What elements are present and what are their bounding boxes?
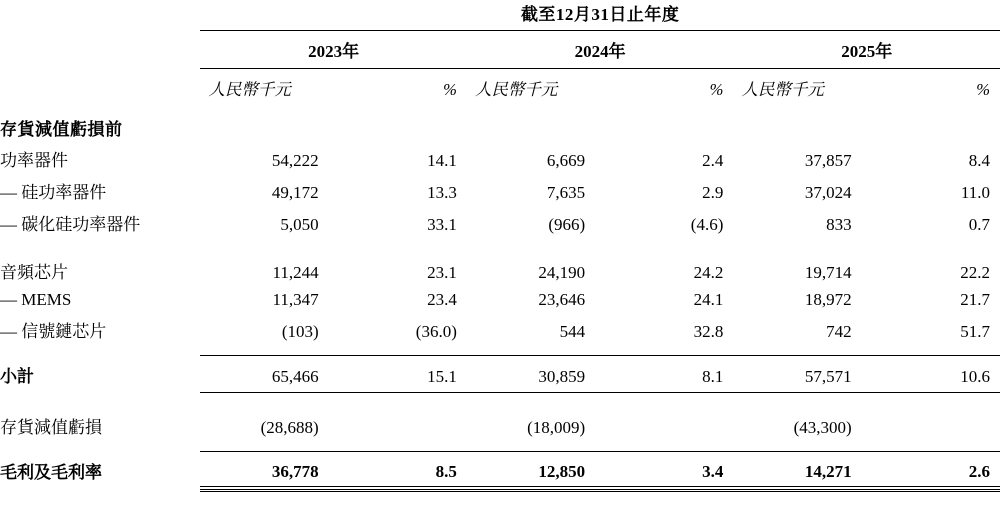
row-value: 6,669 (546, 150, 586, 170)
row-percent: 22.2 (960, 262, 990, 282)
year-header-2024: 2024年 (574, 42, 626, 61)
subtotal-percent: 15.1 (427, 366, 457, 386)
row-percent: 32.8 (693, 321, 724, 341)
impairment-label: 存貨減值虧損 (0, 417, 102, 437)
table-row (0, 174, 1000, 206)
row-spacer (0, 441, 1000, 452)
table-row (0, 206, 1000, 238)
row-value: (103) (281, 321, 319, 341)
table-row (0, 286, 1000, 313)
spacer-cell (0, 393, 1000, 410)
period-header-row (0, 0, 1000, 30)
row-value: 19,714 (804, 262, 852, 282)
row-label: — 碳化硅功率器件 (0, 214, 141, 234)
row-percent: 2.9 (702, 182, 724, 202)
row-percent: 23.1 (427, 262, 457, 282)
row-value: 23,646 (538, 289, 586, 309)
rule-line-2025 (733, 486, 1000, 490)
subtotal-value: 30,859 (538, 366, 586, 386)
impairment-percent (876, 409, 1000, 441)
spacer-cell (0, 238, 1000, 254)
subtotal-value: 65,466 (271, 366, 319, 386)
row-label: — 信號鏈芯片 (0, 321, 107, 341)
year-header-2025: 2025年 (841, 42, 893, 61)
total-label: 毛利及毛利率 (0, 462, 102, 482)
row-percent: 0.7 (968, 214, 990, 234)
row-spacer (0, 345, 1000, 356)
total-value: 14,271 (804, 462, 852, 481)
year-header-row (0, 31, 1000, 69)
subtotal-percent: 10.6 (960, 366, 990, 386)
row-value: 11,347 (272, 289, 319, 309)
empty-corner-3 (0, 69, 200, 107)
unit-percent-2023: % (443, 80, 457, 99)
row-spacer (0, 393, 1000, 410)
table-row (0, 254, 1000, 286)
row-percent: 14.1 (427, 150, 457, 170)
subtotal-row (0, 358, 1000, 390)
total-percent: 8.5 (435, 462, 457, 481)
year-header-2023: 2023年 (308, 42, 360, 61)
row-label: 功率器件 (0, 150, 68, 170)
row-percent: (4.6) (690, 214, 724, 234)
row-percent: 23.4 (427, 289, 457, 309)
row-label: — 硅功率器件 (0, 182, 107, 202)
unit-percent-2025: % (976, 80, 990, 99)
row-percent: 21.7 (960, 289, 990, 309)
row-value: 37,857 (804, 150, 852, 170)
unit-percent-2024: % (709, 80, 724, 99)
unit-amount-2024: 人民幣千元 (474, 80, 558, 99)
row-label: — MEMS (0, 289, 72, 309)
row-percent: 13.3 (427, 182, 457, 202)
spacer-cell (0, 441, 1000, 452)
subtotal-value: 57,571 (804, 366, 852, 386)
table-row (0, 142, 1000, 174)
impairment-percent (609, 409, 733, 441)
row-percent: 8.4 (968, 150, 990, 170)
row-value: 18,972 (804, 289, 852, 309)
row-value: (966) (548, 214, 586, 234)
impairment-value: (43,300) (793, 417, 852, 437)
row-percent: 2.4 (702, 150, 724, 170)
total-percent: 2.6 (968, 462, 990, 481)
subtotal-percent: 8.1 (702, 366, 724, 386)
row-value: 11,244 (272, 262, 319, 282)
row-value: 24,190 (538, 262, 586, 282)
impairment-value: (18,009) (527, 417, 586, 437)
total-rule-double (0, 486, 1000, 490)
unit-header-row (0, 69, 1000, 107)
rule-gap-6 (0, 486, 200, 490)
row-percent: 51.7 (960, 321, 990, 341)
empty-corner (0, 0, 200, 30)
row-percent: 11.0 (960, 182, 990, 202)
spacer-cell (0, 345, 1000, 356)
row-percent: (36.0) (415, 321, 457, 341)
row-value: 54,222 (271, 150, 319, 170)
rule-line-2024 (467, 486, 734, 490)
section-title-row (0, 106, 1000, 142)
row-value: 7,635 (546, 182, 586, 202)
row-spacer (0, 238, 1000, 254)
impairment-value: (28,688) (260, 417, 319, 437)
empty-corner-2 (0, 31, 200, 69)
row-percent: 24.2 (693, 262, 724, 282)
row-value: 5,050 (280, 214, 319, 234)
row-value: 37,024 (804, 182, 852, 202)
period-header: 截至12月31日止年度 (520, 5, 680, 24)
total-percent: 3.4 (702, 462, 724, 481)
row-percent: 24.1 (693, 289, 724, 309)
table-row (0, 313, 1000, 345)
row-value: 544 (559, 321, 586, 341)
total-value: 36,778 (271, 462, 319, 481)
impairment-row (0, 409, 1000, 441)
row-percent: 33.1 (427, 214, 457, 234)
row-value: 49,172 (271, 182, 319, 202)
total-value: 12,850 (538, 462, 586, 481)
impairment-percent (343, 409, 467, 441)
subtotal-label: 小計 (0, 366, 34, 386)
row-value: 833 (826, 214, 852, 234)
rule-line-2023 (200, 486, 467, 490)
section-title: 存貨減值虧損前 (0, 120, 123, 139)
unit-amount-2025: 人民幣千元 (741, 80, 824, 99)
unit-amount-2023: 人民幣千元 (208, 80, 291, 99)
row-label: 音頻芯片 (0, 262, 68, 282)
total-row (0, 454, 1000, 486)
row-value: 742 (826, 321, 852, 341)
